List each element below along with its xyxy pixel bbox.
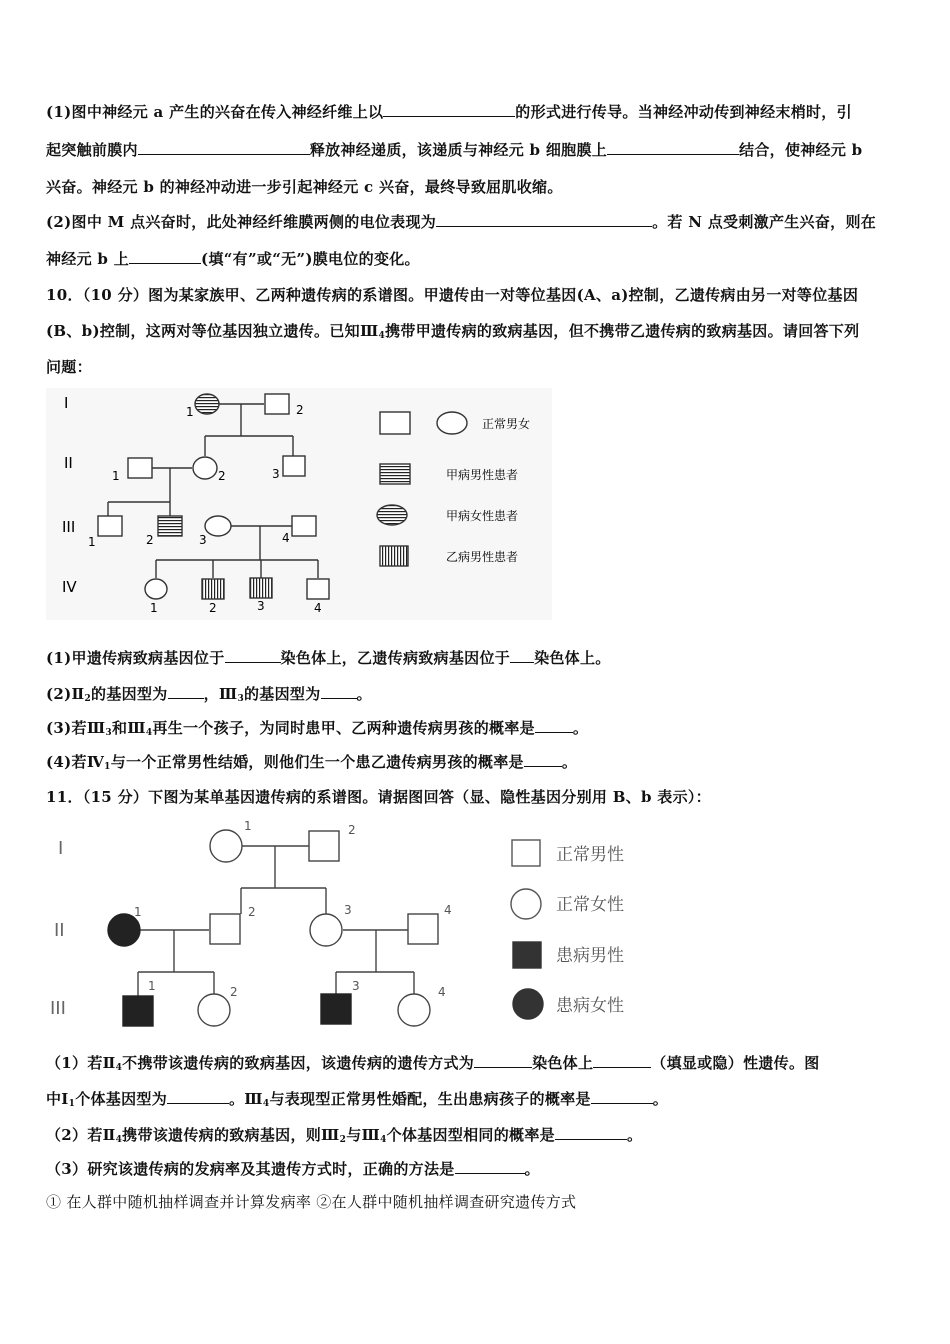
I1-number: 1 — [186, 405, 194, 419]
q10-sub3: (3)若$Ⅲ_3$和$Ⅲ_4$再生一个孩子，为同时患甲、乙两种遗传病男孩的概率是 。 — [46, 719, 589, 738]
III3-normal-female — [205, 516, 231, 536]
answer-blank[interactable] — [167, 1089, 229, 1104]
II1-normal-male — [128, 458, 152, 478]
II1-number: 1 — [134, 905, 142, 919]
legend-normal-female-icon — [511, 889, 541, 919]
legend-normal-male-icon — [512, 840, 540, 866]
IV1-number: 1 — [150, 601, 158, 615]
III2-jia-male-patient — [158, 516, 182, 536]
II4-number: 4 — [444, 903, 452, 917]
II2-normal-male — [210, 914, 240, 944]
gen-label-II: II — [54, 920, 65, 941]
q11-options: ① 在人群中随机抽样调查并计算发病率 ②在人群中随机抽样调查研究遗传方式 — [46, 1193, 577, 1211]
q11-pedigree-chart — [46, 818, 666, 1040]
answer-blank[interactable] — [321, 684, 357, 699]
legend-jia-male-icon — [380, 464, 410, 484]
I1-jia-female-patient — [195, 394, 219, 414]
gen-label-I: I — [58, 838, 64, 859]
II3-number: 3 — [272, 467, 280, 481]
III4-number: 4 — [438, 985, 446, 999]
gen-label-I: I — [64, 394, 69, 412]
IV2-yi-male-patient — [202, 579, 224, 599]
q11-sub1-line2: 中$Ⅰ_1$个体基因型为 。$Ⅲ_4$与表现型正常男性婚配，生出患病孩子的概率是 。 — [46, 1090, 669, 1109]
legend-affected-female-label: 患病女性 — [556, 996, 624, 1016]
I2-normal-male — [265, 394, 289, 414]
answer-blank[interactable] — [436, 212, 652, 227]
IV4-number: 4 — [314, 601, 322, 615]
pedigree-lines — [138, 846, 414, 996]
q10-heading-line1: 10．（10 分）图为某家族甲、乙两种遗传病的系谱图。甲遗传由一对等位基因(A、a)控制，乙遗传病由另一对等位基因 — [46, 286, 859, 304]
II4-normal-male — [408, 914, 438, 944]
gen-label-III: III — [62, 518, 76, 536]
legend-male-icon — [380, 412, 410, 434]
III4-normal-female — [398, 994, 430, 1026]
I1-normal-female — [210, 830, 242, 862]
III3-number: 3 — [352, 979, 360, 993]
III2-normal-female — [198, 994, 230, 1026]
q10-sub2: $(2)Ⅱ_2$的基因型为 ，$Ⅲ_3$的基因型为 。 — [46, 685, 372, 704]
legend-female-icon — [437, 412, 467, 434]
legend-normal-female-label: 正常女性 — [556, 895, 624, 915]
legend-normal-male-label: 正常男性 — [556, 845, 624, 865]
q10-pedigree-chart — [46, 388, 552, 620]
IV3-number: 3 — [257, 599, 265, 613]
legend-normal-label: 正常男女 — [482, 417, 531, 431]
q10-heading-line3: 问题： — [46, 358, 92, 376]
III1-normal-male — [98, 516, 122, 536]
legend-affected-female-icon — [513, 989, 543, 1019]
II3-normal-female — [310, 914, 342, 946]
answer-blank[interactable] — [138, 140, 310, 155]
III1-number: 1 — [148, 979, 156, 993]
answer-blank[interactable] — [225, 648, 281, 663]
answer-blank[interactable] — [455, 1159, 525, 1174]
IV1-normal-female — [145, 579, 167, 599]
IV2-number: 2 — [209, 601, 217, 615]
I2-normal-male — [309, 831, 339, 861]
q11-heading: 11．（15 分）下图为某单基因遗传病的系谱图。请据图回答（显、隐性基因分别用 B、b 表示）： — [46, 788, 711, 806]
answer-blank[interactable] — [607, 140, 739, 155]
answer-blank[interactable] — [510, 648, 534, 663]
IV4-normal-male — [307, 579, 329, 599]
I1-number: 1 — [244, 819, 252, 833]
gen-label-II: II — [64, 454, 73, 472]
III4-normal-male — [292, 516, 316, 536]
q11-sub1-line1: （1）若$Ⅱ_4$不携带该遗传病的致病基因，该遗传病的遗传方式为 染色体上 （填显或隐）性遗传。图 — [46, 1054, 820, 1073]
answer-blank[interactable] — [524, 752, 562, 767]
II2-normal-female — [193, 457, 217, 479]
III1-affected-male — [123, 996, 153, 1026]
q11-sub2: （2）若$Ⅱ_4$携带该遗传病的致病基因，则$Ⅲ_2$与$Ⅲ_4$个体基因型相同的概率是 。 — [46, 1126, 643, 1145]
answer-blank[interactable] — [535, 718, 573, 733]
gen-label-III: III — [50, 998, 66, 1019]
IV3-yi-male-patient — [250, 578, 272, 598]
II3-normal-male — [283, 456, 305, 476]
q9-part1-line2: 起突触前膜内 释放神经递质，该递质与神经元 b 细胞膜上 结合，使神经元 b — [46, 141, 863, 159]
legend-yi-male-icon — [380, 546, 408, 566]
q9-part2-line1: (2)图中 M 点兴奋时，此处神经纤维膜两侧的电位表现为 。若 N 点受刺激产生兴奋，则在 — [46, 213, 877, 231]
q10-heading-line2: (B、b)控制，这两对等位基因独立遗传。已知$Ⅲ_4$携带甲遗传病的致病基因，但不携带乙遗传病的致病基因。请回答下列 — [46, 322, 860, 341]
figure-background — [46, 388, 552, 620]
answer-blank[interactable] — [474, 1053, 532, 1068]
answer-blank[interactable] — [129, 249, 201, 264]
II2-number: 2 — [218, 469, 226, 483]
legend-yi-male-label: 乙病男性患者 — [446, 550, 519, 564]
II3-number: 3 — [344, 903, 352, 917]
legend-jia-male-label: 甲病男性患者 — [446, 468, 519, 482]
II2-number: 2 — [248, 905, 256, 919]
q11-sub3: （3）研究该遗传病的发病率及其遗传方式时，正确的方法是 。 — [46, 1160, 540, 1178]
legend-jia-female-label: 甲病女性患者 — [446, 509, 519, 523]
q10-sub1: (1)甲遗传病致病基因位于 染色体上，乙遗传病致病基因位于 染色体上。 — [46, 649, 611, 667]
answer-blank[interactable] — [591, 1089, 653, 1104]
q9-part1-line1: (1)图中神经元 a 产生的兴奋在传入神经纤维上以 的形式进行传导。当神经冲动传到神经末梢时，引 — [46, 103, 852, 121]
legend-affected-male-label: 患病男性 — [556, 946, 624, 966]
I2-number: 2 — [296, 403, 304, 417]
III3-number: 3 — [199, 533, 207, 547]
I2-number: 2 — [348, 823, 356, 837]
answer-blank[interactable] — [383, 102, 515, 117]
q9-part1-line3: 兴奋。神经元 b 的神经冲动进一步引起神经元 c 兴奋，最终导致屈肌收缩。 — [46, 178, 563, 196]
III2-number: 2 — [230, 985, 238, 999]
III1-number: 1 — [88, 535, 96, 549]
III3-affected-male — [321, 994, 351, 1024]
III4-number: 4 — [282, 531, 290, 545]
II1-number: 1 — [112, 469, 120, 483]
q9-part2-line2: 神经元 b 上 (填“有”或“无”)膜电位的变化。 — [46, 250, 420, 268]
legend-affected-male-icon — [513, 942, 541, 968]
q10-sub4: (4)若$Ⅳ_1$与一个正常男性结婚，则他们生一个患乙遗传病男孩的概率是 。 — [46, 753, 578, 772]
III2-number: 2 — [146, 533, 154, 547]
answer-blank[interactable] — [168, 684, 204, 699]
answer-blank[interactable] — [555, 1125, 627, 1140]
legend-jia-female-icon — [377, 505, 407, 525]
answer-blank[interactable] — [593, 1053, 651, 1068]
gen-label-IV: IV — [62, 578, 77, 596]
